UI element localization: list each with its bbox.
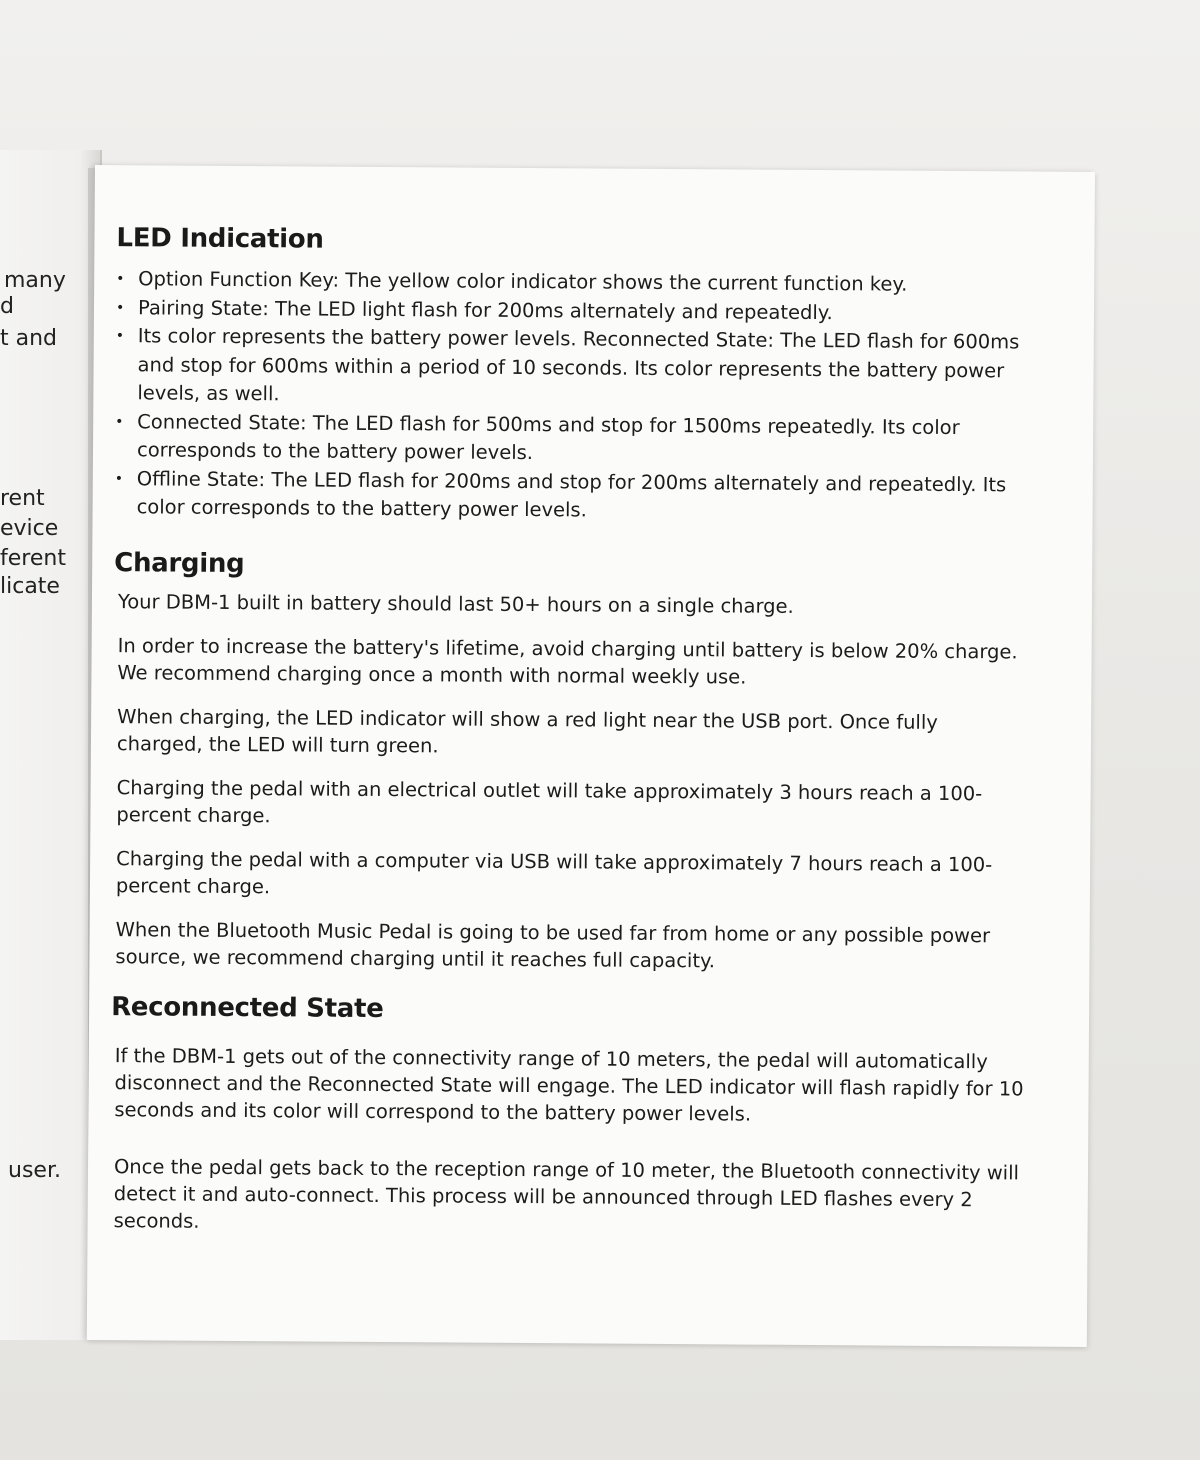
list-item-text: Connected State: The LED flash for 500ms and stop for 1500ms repeatedly. Its color corresponds to the battery power levels.	[136, 409, 960, 465]
left-page-fragment: rent	[0, 486, 45, 511]
paragraph: When charging, the LED indicator will show a red light near the USB port. Once fully charged, the LED will turn green.	[116, 704, 938, 757]
paragraph: If the DBM-1 gets out of the connectivity range of 10 meters, the pedal will automatically disconnect and the Reconnected State will engage. The LED indicator will flash rapidly for 10 seconds and its color will correspond to the battery power levels.	[114, 1043, 1024, 1126]
bullet-icon: •	[116, 271, 125, 288]
list-item	[115, 408, 1055, 472]
page-content	[109, 223, 1056, 1270]
section-heading: LED Indication	[116, 223, 324, 255]
list-item-text: Pairing State: The LED light flash for 200ms alternately and repeatedly.	[137, 295, 833, 324]
list-item-text: Offline State: The LED flash for 200ms and stop for 200ms alternately and repeatedly. Its color corresponds to the battery power levels.	[136, 466, 1007, 522]
bullet-icon: •	[115, 413, 124, 430]
left-page-fragment: evice	[0, 516, 59, 541]
list-item	[115, 465, 1055, 529]
list-item-text: Its color represents the battery power levels. Reconnected State: The LED flash for 600ms and stop for 600ms within a period of 10 seconds. Its color represents the battery power levels, as well.	[137, 324, 1020, 406]
left-page-fragment: many	[4, 268, 66, 293]
led-indication-section	[115, 223, 1057, 528]
left-page-fragment: t and	[0, 326, 58, 351]
paragraph: Once the pedal gets back to the reception range of 10 meter, the Bluetooth connectivity will detect it and auto-connect. This process will be announced through LED flashes every 2 seconds.	[113, 1154, 1020, 1233]
bullet-icon: •	[115, 328, 125, 345]
section-heading: Charging	[114, 547, 245, 579]
charging-section	[111, 548, 1054, 977]
left-page-fragment: d	[0, 294, 14, 319]
section-heading: Reconnected State	[111, 991, 384, 1024]
bullet-icon: •	[115, 299, 125, 316]
list-item-text: Option Function Key: The yellow color indicator shows the current function key.	[138, 267, 908, 296]
paragraph: In order to increase the battery's lifetime, avoid charging until battery is below 20% charge. We recommend charging once a month with normal weekly use.	[117, 633, 1018, 689]
led-state-list	[115, 265, 1057, 528]
manual-page	[87, 165, 1095, 1347]
paragraph: When the Bluetooth Music Pedal is going to be used far from home or any possible power source, we recommend charging until it reaches full capacity.	[115, 917, 991, 972]
reconnected-state-section	[110, 992, 1052, 1241]
left-page	[0, 150, 102, 1340]
list-item	[115, 322, 1056, 414]
paragraph: Your DBM-1 built in battery should last 50+ hours on a single charge.	[117, 589, 794, 618]
left-page-fragment: licate	[0, 574, 60, 599]
bullet-icon: •	[114, 470, 124, 487]
left-page-fragment: ferent	[0, 546, 66, 571]
paragraph: Charging the pedal with an electrical outlet will take approximately 3 hours reach a 100-percent charge.	[116, 775, 983, 827]
left-page-fragment: user.	[8, 1158, 61, 1183]
paragraph: Charging the pedal with a computer via USB will take approximately 7 hours reach a 100-percent charge.	[115, 846, 993, 898]
